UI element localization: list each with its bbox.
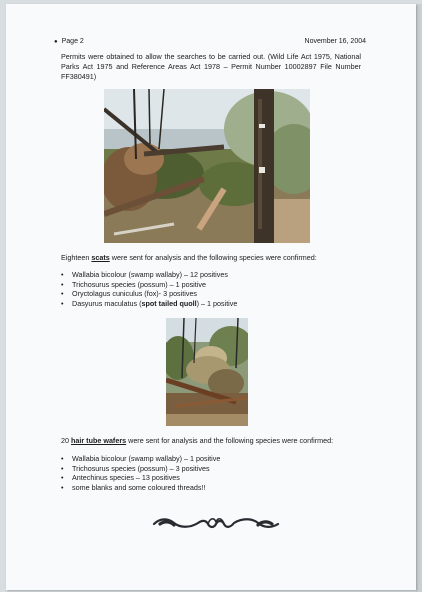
list-item: • some blanks and some coloured threads!! bbox=[61, 483, 361, 493]
page-number bbox=[54, 38, 84, 45]
list-item: • Trichosurus species (possum) – 1 positive bbox=[61, 280, 361, 290]
scats-species-list bbox=[61, 270, 361, 308]
scats-prefix: Eighteen bbox=[61, 253, 92, 262]
bullet-icon: ● bbox=[54, 38, 58, 45]
page-date: November 16, 2004 bbox=[304, 37, 366, 45]
bushland-photo-rocks bbox=[166, 318, 248, 426]
quoll-name: spot tailed quoll bbox=[141, 298, 197, 308]
scats-keyword: scats bbox=[91, 253, 110, 262]
hair-keyword: hair tube wafers bbox=[71, 436, 127, 445]
list-item: • Wallabia bicolour (swamp wallaby) – 1 positive bbox=[61, 454, 361, 464]
list-item: • Trichosurus species (possum) – 3 positives bbox=[61, 464, 361, 474]
scats-suffix: were sent for analysis and the following species were confirmed: bbox=[109, 253, 317, 262]
intro-paragraph: Permits were obtained to allow the searches to be carried out. (Wild Life Act 1975, National Parks Act 1975 and Reference Areas Act 1978 – Permit Number 10002897 File Number FF380491) bbox=[61, 52, 361, 81]
list-item: • Antechinus species – 13 positives bbox=[61, 473, 361, 483]
page-edge-shadow bbox=[416, 4, 422, 592]
quoll-prefix: Dasyurus maculatus ( bbox=[72, 298, 142, 308]
page-label: Page 2 bbox=[61, 37, 84, 45]
quoll-suffix: ) – 1 positive bbox=[196, 298, 238, 308]
hair-paragraph bbox=[61, 436, 381, 446]
hair-prefix: 20 bbox=[61, 436, 71, 445]
forest-photo-fallen-logs bbox=[104, 89, 310, 243]
ornament-divider-icon bbox=[150, 514, 282, 534]
scats-paragraph bbox=[61, 253, 371, 263]
list-item: • Wallabia bicolour (swamp wallaby) – 12 positives bbox=[61, 270, 361, 280]
hair-species-list bbox=[61, 454, 361, 492]
hair-suffix: were sent for analysis and the following species were confirmed: bbox=[126, 436, 334, 445]
list-item: • Oryctolagus cuniculus (fox)- 3 positives bbox=[61, 289, 361, 299]
list-item bbox=[61, 299, 361, 309]
page-header bbox=[54, 36, 366, 46]
